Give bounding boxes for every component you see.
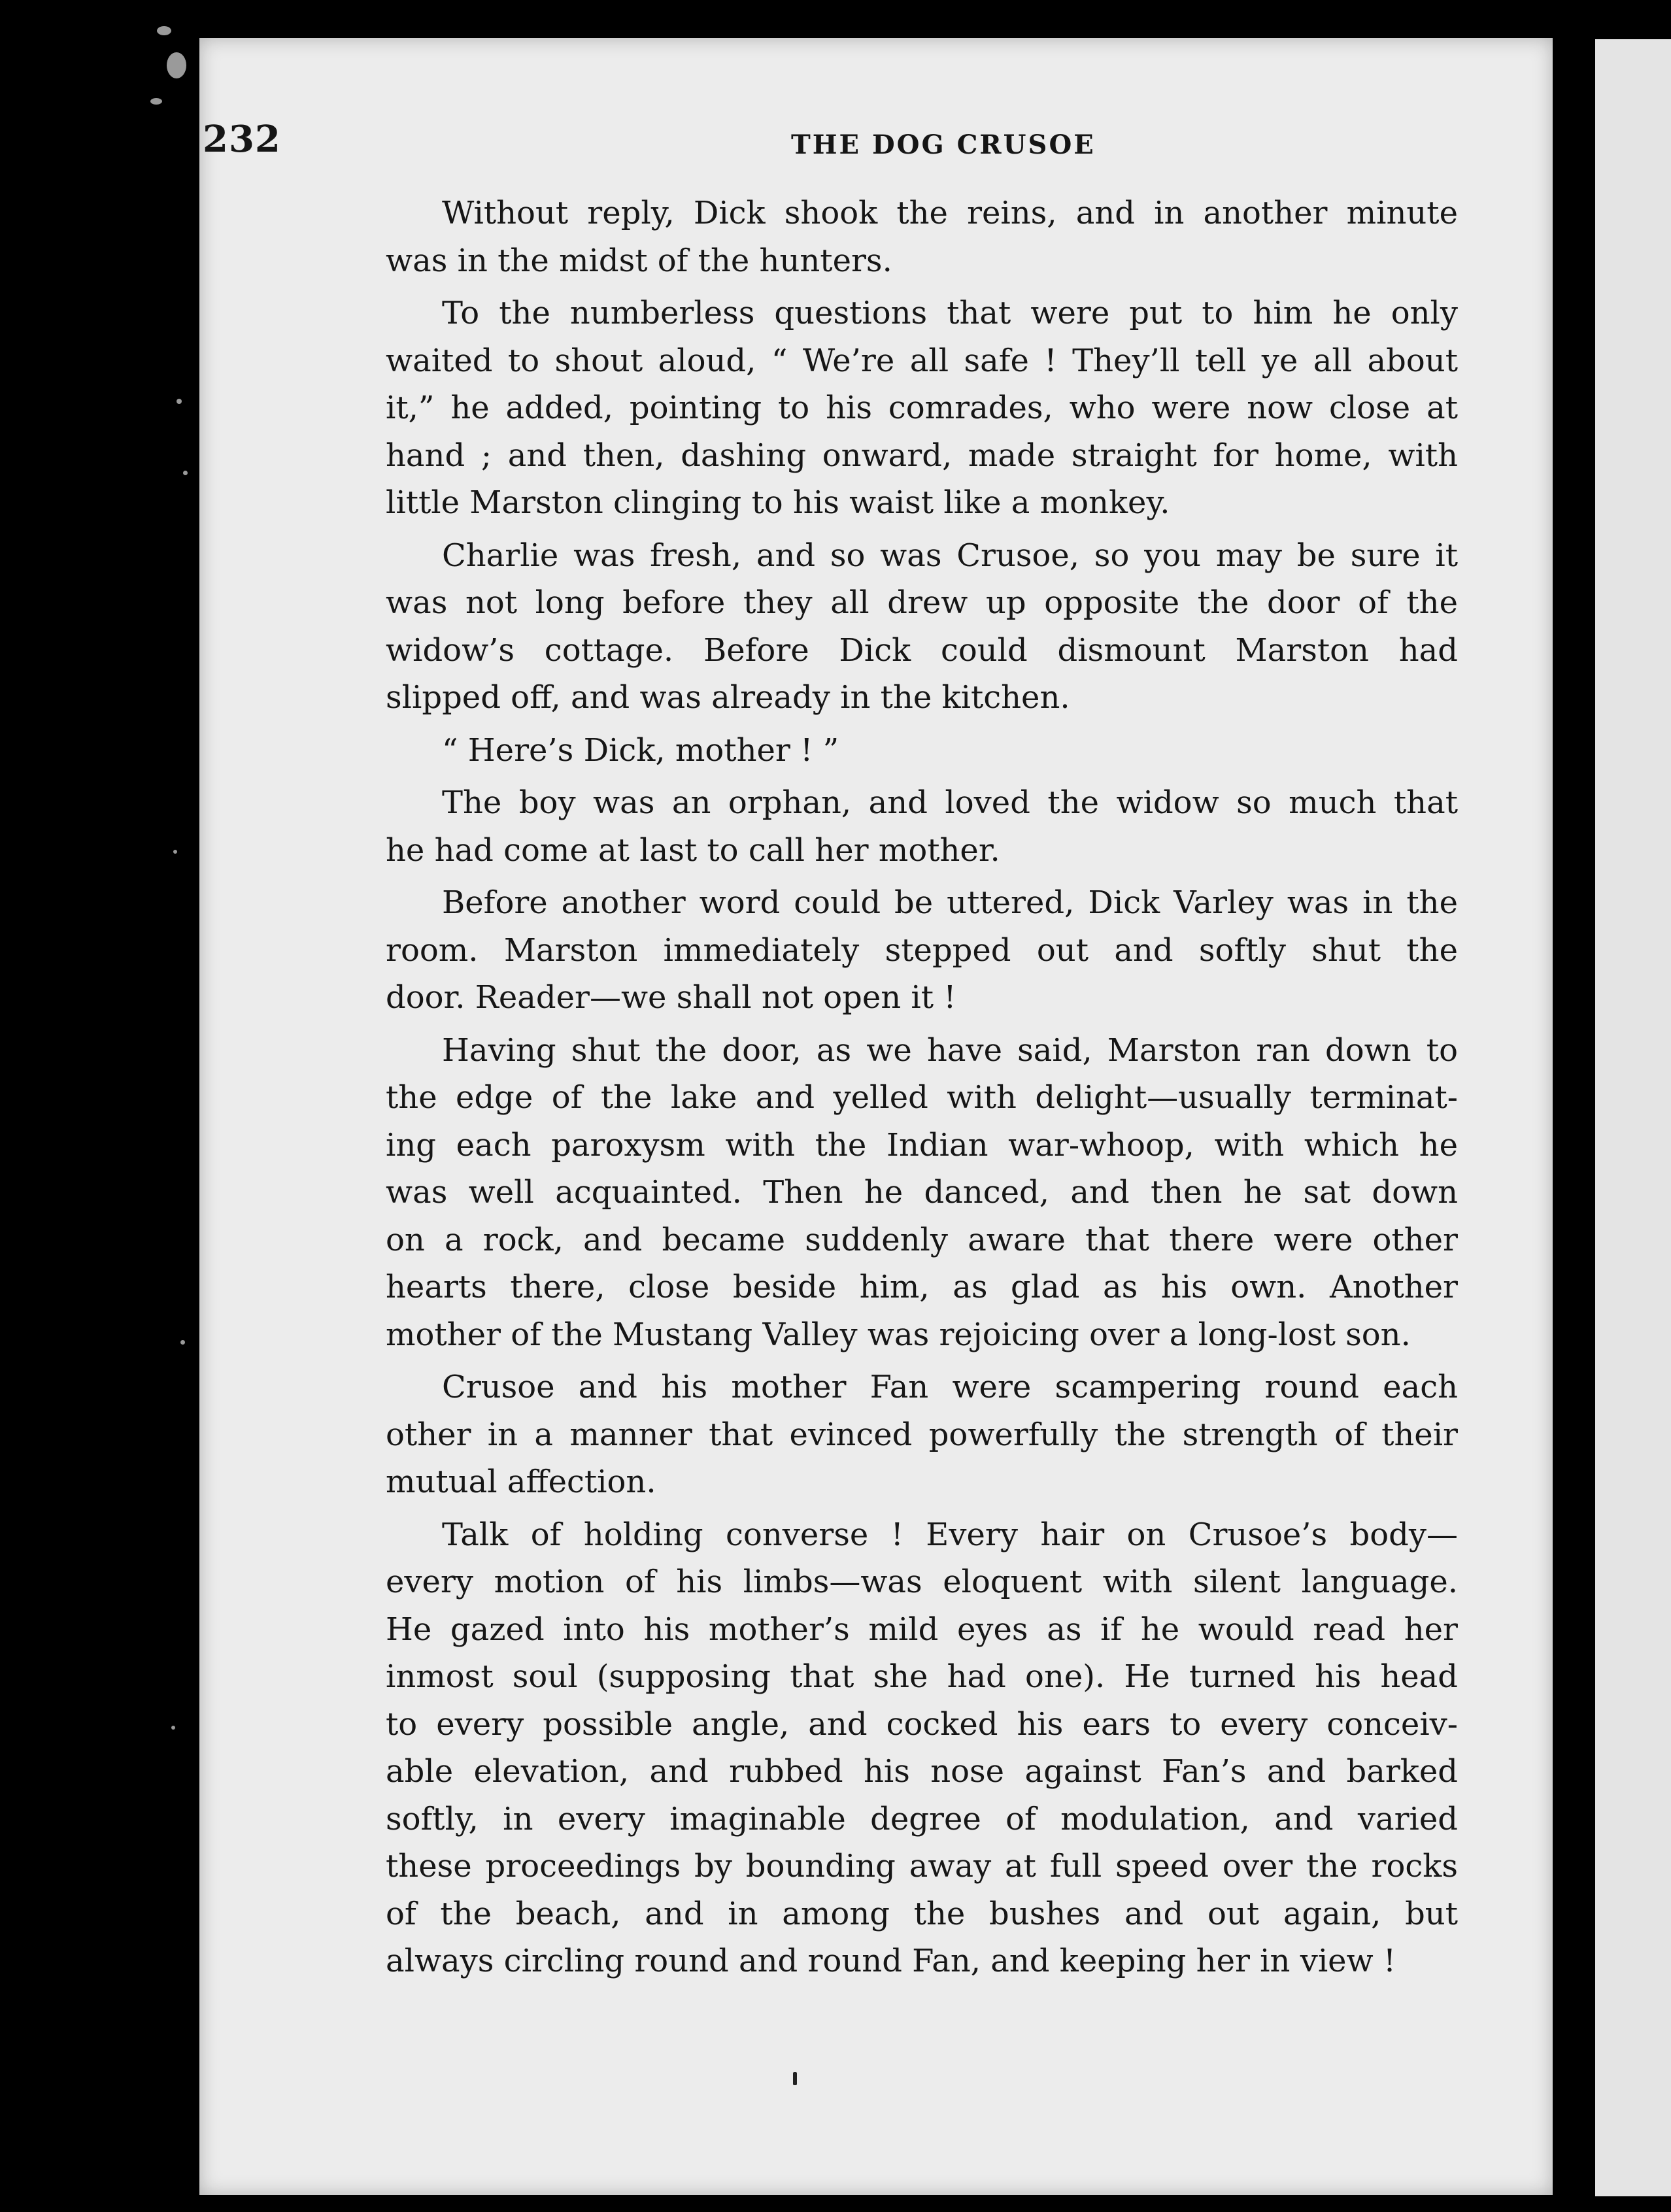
text-line: was in the midst of the hunters. <box>386 242 892 279</box>
paragraph <box>386 290 1458 527</box>
speck <box>173 850 177 854</box>
text-line: he had come at last to call her mother. <box>386 831 1000 869</box>
text-line: the edge of the lake and yelled with delight—usually terminat- <box>386 1079 1458 1116</box>
text-line: mother of the Mustang Valley was rejoicing over a long-lost son. <box>386 1316 1411 1353</box>
text-line: was not long before they all drew up opposite the door of the <box>386 584 1458 621</box>
text-line: hearts there, close beside him, as glad as his own. Another <box>386 1269 1458 1305</box>
text-line: Charlie was fresh, and so was Crusoe, so you may be sure it <box>442 537 1458 574</box>
text-line: Talk of holding converse ! Every hair on Crusoe’s body— <box>442 1516 1458 1553</box>
text-line: Having shut the door, as we have said, Marston ran down to <box>442 1031 1458 1069</box>
paragraph <box>386 1027 1458 1359</box>
text-line: was well acquainted. Then he danced, and then he sat down <box>386 1174 1458 1211</box>
text-line: softly, in every imaginable degree of modulation, and varied <box>386 1800 1458 1837</box>
speck <box>177 399 182 404</box>
text-line: ing each paroxysm with the Indian war-whoop, with which he <box>386 1126 1458 1164</box>
text-line: door. Reader—we shall not open it ! <box>386 979 956 1016</box>
text-line: able elevation, and rubbed his nose against Fan’s and barked <box>386 1753 1458 1790</box>
page-gutter <box>1553 26 1595 2209</box>
text-line: every motion of his limbs—was eloquent with silent language. <box>386 1564 1458 1600</box>
text-line: Before another word could be uttered, Dick Varley was in the <box>442 884 1458 921</box>
text-line: little Marston clinging to his waist like a monkey. <box>386 484 1170 521</box>
paragraph <box>386 1364 1458 1506</box>
text-line: on a rock, and became suddenly aware that there were other <box>386 1221 1458 1258</box>
paragraph <box>386 532 1458 722</box>
speck <box>183 471 188 475</box>
facing-page-edge <box>1595 39 1671 2196</box>
text-line: to every possible angle, and cocked his ears to every conceiv- <box>386 1705 1458 1743</box>
text-line: mutual affection. <box>386 1464 656 1500</box>
ink-mark <box>793 2072 797 2085</box>
speck <box>150 98 162 105</box>
text-line: widow’s cottage. Before Dick could dismount Marston had <box>386 631 1458 669</box>
page-header <box>203 118 1432 163</box>
text-line: He gazed into his mother’s mild eyes as if he would read her <box>386 1611 1458 1648</box>
text-line: The boy was an orphan, and loved the widow so much that <box>442 784 1458 821</box>
text-line: of the beach, and in among the bushes and out again, but <box>386 1895 1458 1932</box>
text-line: To the numberless questions that were put to him he only <box>442 295 1458 331</box>
paragraph <box>386 779 1458 874</box>
paragraph <box>386 879 1458 1022</box>
text-line: these proceedings by bounding away at full speed over the rocks <box>386 1848 1458 1885</box>
paragraph <box>386 1511 1458 1985</box>
text-line: it,” he added, pointing to his comrades, who were now close at <box>386 390 1458 426</box>
page-number: 232 <box>203 118 281 161</box>
speck <box>167 52 186 78</box>
body-text <box>386 190 1458 1985</box>
running-title: THE DOG CRUSOE <box>791 129 1096 160</box>
paragraph <box>386 727 1458 775</box>
text-line: Crusoe and his mother Fan were scampering round each <box>442 1369 1458 1405</box>
text-line: other in a manner that evinced powerfully the strength of their <box>386 1416 1458 1453</box>
text-line: Without reply, Dick shook the reins, and in another minute <box>442 195 1458 231</box>
film-edge-specks <box>137 0 199 2212</box>
speck <box>171 1726 175 1730</box>
text-line: inmost soul (supposing that she had one). He turned his head <box>386 1658 1458 1695</box>
speck <box>180 1340 185 1345</box>
text-line: slipped off, and was already in the kitchen. <box>386 679 1070 716</box>
text-line: hand ; and then, dashing onward, made straight for home, with <box>386 437 1458 474</box>
text-line: “ Here’s Dick, mother ! ” <box>442 731 839 769</box>
speck <box>157 26 171 35</box>
text-line: room. Marston immediately stepped out and softly shut the <box>386 931 1458 969</box>
text-line: always circling round and round Fan, and keeping her in view ! <box>386 1943 1396 1979</box>
paragraph <box>386 190 1458 284</box>
text-line: waited to shout aloud, “ We’re all safe ! They’ll tell ye all about <box>386 342 1458 379</box>
